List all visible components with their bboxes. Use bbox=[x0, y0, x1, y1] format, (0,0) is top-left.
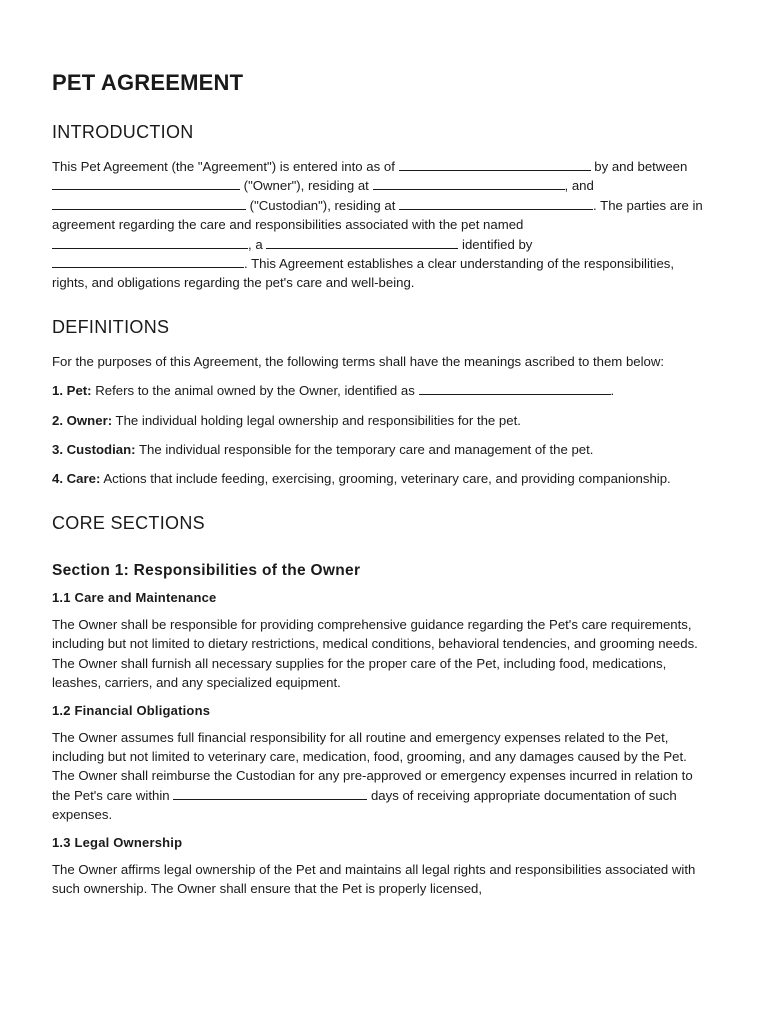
definition-item bbox=[52, 440, 712, 459]
subsection-1-2-text: The Owner assumes full financial responsibility for all routine and emergency expenses related to the Pet, including but not limited to veterinary care, medication, food, grooming, and any damages caused by the Pet. The Owner shall reimburse the Custodian for any pre-approved or emergency expenses incurred in relation to the Pet's care within bbox=[52, 729, 693, 803]
custodian-address-blank[interactable] bbox=[399, 197, 593, 210]
intro-text: This Pet Agreement (the "Agreement") is entered into as of bbox=[52, 159, 395, 174]
intro-text: . The parties are in agreement regarding the care and responsibilities associated with the pet named bbox=[52, 197, 703, 233]
intro-text: , a bbox=[248, 236, 263, 252]
definition-text: Refers to the animal owned by the Owner, identified as bbox=[95, 383, 415, 399]
definition-term: 3. Custodian: bbox=[52, 442, 136, 458]
custodian-name-blank[interactable] bbox=[52, 197, 246, 210]
definition-text: Actions that include feeding, exercising, grooming, veterinary care, and providing companionship. bbox=[103, 471, 671, 487]
introduction-heading: INTRODUCTION bbox=[52, 122, 194, 142]
definition-text: . bbox=[610, 383, 615, 399]
date-blank[interactable] bbox=[399, 158, 591, 171]
subsection-1-1-text: The Owner shall be responsible for providing comprehensive guidance regarding the Pet's care requirements, including but not limited to dietary restrictions, medical conditions, behavioral tendencies, and grooming needs. The Owner shall furnish all necessary supplies for the proper care of the Pet, including food, medications, leashes, carriers, and any specialized equipment. bbox=[52, 616, 698, 691]
core-sections-heading: CORE SECTIONS bbox=[52, 512, 205, 533]
definition-text: The individual responsible for the temporary care and management of the pet. bbox=[138, 442, 594, 458]
subsection-1-1-heading: 1.1 Care and Maintenance bbox=[52, 589, 217, 605]
definition-term: 2. Owner: bbox=[52, 412, 113, 428]
section-1-heading: Section 1: Responsibilities of the Owner bbox=[52, 561, 361, 579]
intro-text: identified by bbox=[462, 236, 533, 252]
definition-item bbox=[52, 381, 712, 400]
intro-text: ("Custodian"), residing at bbox=[249, 197, 396, 213]
definition-term: 1. Pet: bbox=[52, 383, 92, 399]
introduction-paragraph bbox=[52, 157, 712, 293]
subsection-1-2-heading: 1.2 Financial Obligations bbox=[52, 702, 211, 718]
definitions-heading: DEFINITIONS bbox=[52, 316, 170, 337]
pet-species-blank[interactable] bbox=[266, 236, 458, 249]
document-page bbox=[52, 70, 712, 908]
subsection-1-2-text: days of receiving appropriate documentation of such expenses. bbox=[52, 787, 677, 823]
intro-text: by and between bbox=[594, 159, 688, 174]
subsection-1-2-paragraph bbox=[52, 728, 712, 825]
definitions-intro: For the purposes of this Agreement, the following terms shall have the meanings ascribed to them below: bbox=[52, 353, 665, 369]
definition-item bbox=[52, 411, 712, 430]
pet-identified-blank[interactable] bbox=[419, 382, 611, 395]
owner-address-blank[interactable] bbox=[373, 177, 565, 190]
reimbursement-days-blank[interactable] bbox=[173, 787, 367, 800]
pet-identifier-blank[interactable] bbox=[52, 255, 244, 268]
document-title: PET AGREEMENT bbox=[52, 70, 244, 95]
definition-term: 4. Care: bbox=[52, 471, 101, 487]
intro-text: , and bbox=[564, 178, 594, 194]
subsection-1-3-heading: 1.3 Legal Ownership bbox=[52, 834, 183, 850]
definition-text: The individual holding legal ownership and responsibilities for the pet. bbox=[115, 412, 521, 428]
owner-name-blank[interactable] bbox=[52, 177, 240, 190]
definition-item bbox=[52, 469, 712, 488]
intro-text: ("Owner"), residing at bbox=[243, 178, 369, 194]
pet-name-blank[interactable] bbox=[52, 236, 248, 249]
subsection-1-3-text: The Owner affirms legal ownership of the Pet and maintains all legal rights and responsibilities associated with such ownership. The Owner shall ensure that the Pet is properly licensed, bbox=[52, 861, 696, 896]
intro-text: . This Agreement establishes a clear understanding of the responsibilities, rights, and obligations regarding the pet's care and well-being. bbox=[52, 256, 675, 291]
